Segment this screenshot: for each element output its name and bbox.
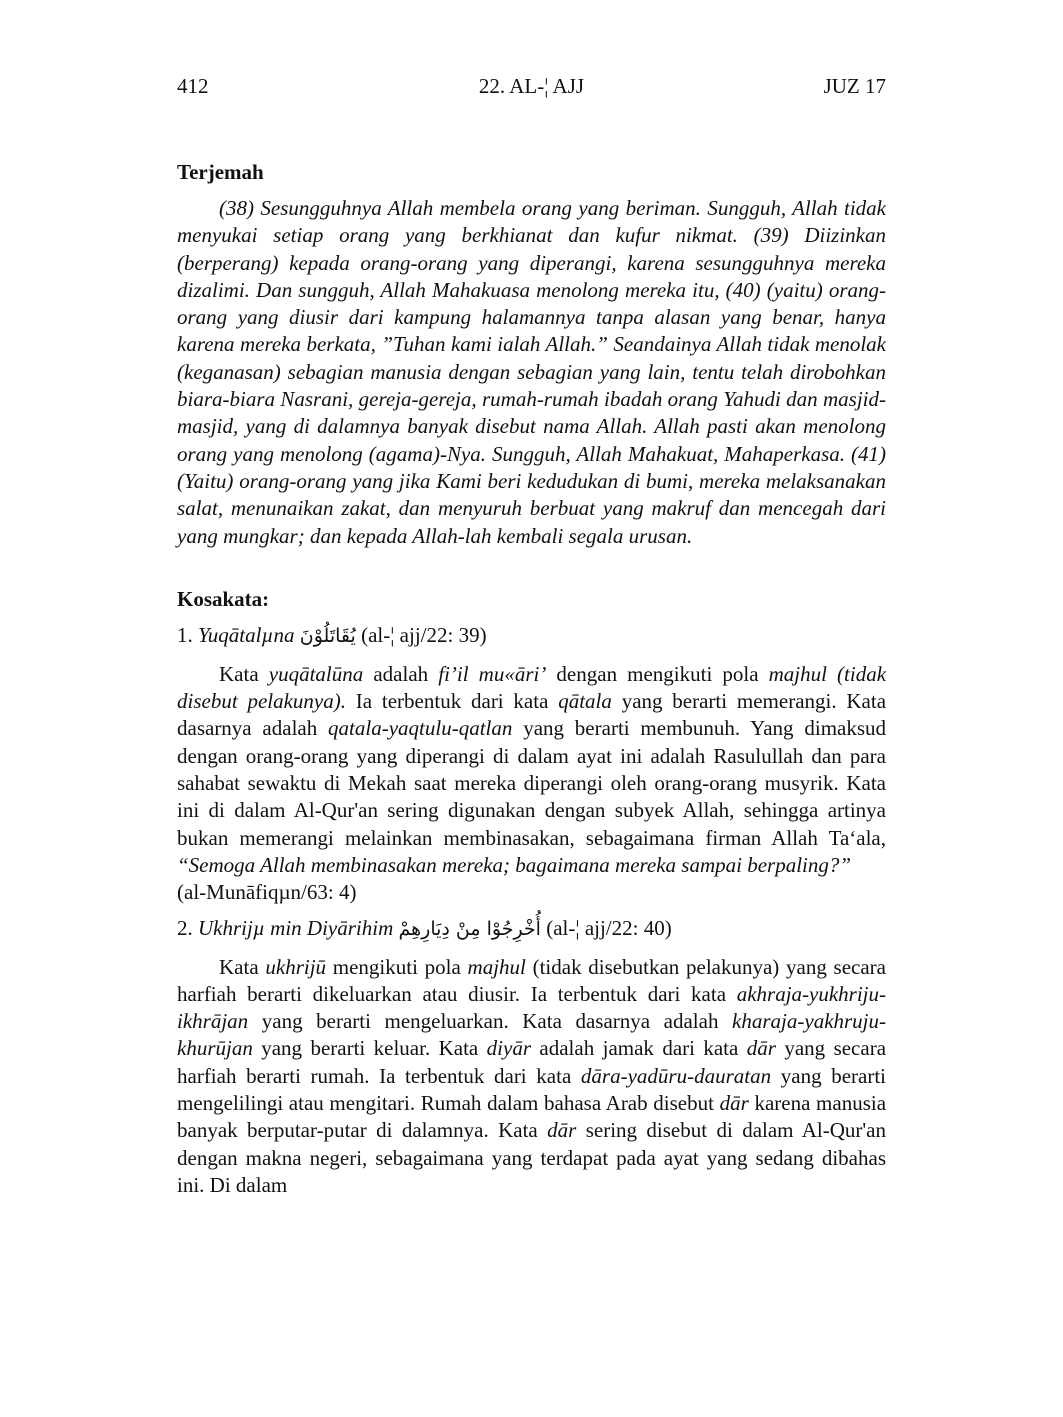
page-header [177, 74, 886, 104]
citation: (al-Munāfiqµn/63: 4) [177, 880, 357, 905]
term: dār [746, 1036, 776, 1061]
term: qatala-yaqtulu-qatlan [328, 716, 513, 741]
text-segment: karena manusia banyak berputar-putar di dalamnya. Kata [177, 1091, 887, 1143]
item-reference: (al-¦ ajj/22: 40) [546, 915, 672, 940]
page-content [177, 157, 886, 1199]
text-segment: sering disebut di dalam Al-Qur'an dengan makna negeri, sebagaimana yang terdapat pada ayat yang sedang dibahas ini. Di dalam [177, 1118, 887, 1197]
item-arabic: يُقَاتَلُوْنَ [299, 624, 356, 647]
text-segment: adalah jamak dari kata [539, 1036, 739, 1061]
text-segment: yang secara harfiah berarti rumah. Ia terbentuk dari kata [177, 1036, 887, 1088]
vocab-item-2-explanation [177, 954, 886, 1200]
terjemah-heading: Terjemah [177, 160, 264, 184]
term: dār [547, 1118, 577, 1143]
quote: “Semoga Allah membinasakan mereka; bagaimana mereka sampai berpaling?” [177, 852, 852, 877]
term: yuqātalūna [268, 661, 364, 686]
term: dār [719, 1091, 749, 1116]
text-segment: adalah [373, 661, 429, 686]
text-segment: (tidak disebutkan pelakunya) yang secara harfiah berarti dikeluarkan atau diusir. Ia terbentuk dari kata [177, 954, 886, 1006]
term: akhraja-yukhriju-ikhrājan [177, 981, 886, 1034]
kosakata-heading: Kosakata: [177, 586, 270, 611]
term: majhul [467, 954, 526, 979]
text-segment: yang berarti mengelilingi atau mengitari. Rumah dalam bahasa Arab disebut [177, 1063, 887, 1116]
juz-label: JUZ 17 [823, 74, 886, 98]
item-arabic: أُخْرِجُوْا مِنْ دِيَارِهِمْ [398, 917, 541, 940]
text-segment: Kata [219, 954, 259, 979]
item-number: 1. [177, 622, 193, 647]
text-segment: dengan mengikuti pola [556, 661, 759, 686]
term: diyār [486, 1036, 531, 1061]
text-segment: Ia terbentuk dari kata [355, 689, 549, 714]
text-segment: yang berarti membunuh. Yang dimaksud dengan orang-orang yang diperangi di dalam ayat ini adalah Rasulullah dan para sahabat sewaktu di Mekah saat mereka diperangi oleh orang-orang musyrik. Kata ini di dalam Al-Qur'an sering digunakan dengan subyek Allah, sehingga artinya bukan memerangi melainkan membinasakan, sebagaimana firman Allah Ta‘ala, [177, 716, 887, 850]
text-segment: yang berarti mengeluarkan. Kata dasarnya adalah [261, 1009, 719, 1034]
vocab-item-1-explanation [177, 661, 886, 907]
vocab-item-2-title [177, 913, 886, 944]
text-segment: Kata [219, 661, 259, 686]
item-term: Ukhrijµ min Diyārihim [198, 915, 394, 940]
page-number: 412 [177, 74, 209, 98]
item-number: 2. [177, 915, 193, 940]
term: qātala [558, 689, 612, 714]
text-segment: yang berarti keluar. Kata [261, 1036, 479, 1061]
term: fi’il mu«āri’ [438, 661, 547, 686]
term: majhul (tidak disebut pelakunya). [177, 661, 887, 714]
vocab-item-1-title [177, 620, 886, 651]
terjemah-text: (38) Sesungguhnya Allah membela orang yang beriman. Sungguh, Allah tidak menyukai setiap orang yang berkhianat dan kufur nikmat. (39) Diizinkan (berperang) kepada orang-orang yang diperangi, karena sesungguhnya mereka dizalimi. Dan sungguh, Allah Mahakuasa menolong mereka itu, (40) (yaitu) orang-orang yang diusir dari kampung halamannya tanpa alasan yang benar, hanya karena mereka berkata, ”Tuhan kami ialah Allah.” Seandainya Allah tidak menolak (keganasan) sebagian manusia dengan sebagian yang lain, tentu telah dirobohkan biara-biara Nasrani, gereja-gereja, rumah-rumah ibadah orang Yahudi dan masjid-masjid, yang di dalamnya banyak disebut nama Allah. Allah pasti akan menolong orang yang menolong (agama)-Nya. Sungguh, Allah Mahakuat, Mahaperkasa. (41) (Yaitu) orang-orang yang jika Kami beri kedudukan di bumi, mereka melaksanakan salat, menunaikan zakat, dan menyuruh berbuat yang makruf dan mencegah dari yang mungkar; dan kepada Allah-lah kembali segala urusan. [177, 196, 886, 548]
item-reference: (al-¦ ajj/22: 39) [361, 622, 487, 647]
term: dāra-yadūru-dauratan [580, 1063, 772, 1088]
text-segment: mengikuti pola [332, 954, 461, 979]
term: kharaja-yakhruju-khurūjan [177, 1009, 887, 1061]
chapter-title: 22. AL-¦ AJJ [478, 74, 585, 98]
text-segment: yang berarti memerangi. Kata dasarnya adalah [177, 689, 887, 741]
term: ukhrijū [265, 954, 327, 979]
item-term: Yuqātalµna [198, 622, 295, 647]
